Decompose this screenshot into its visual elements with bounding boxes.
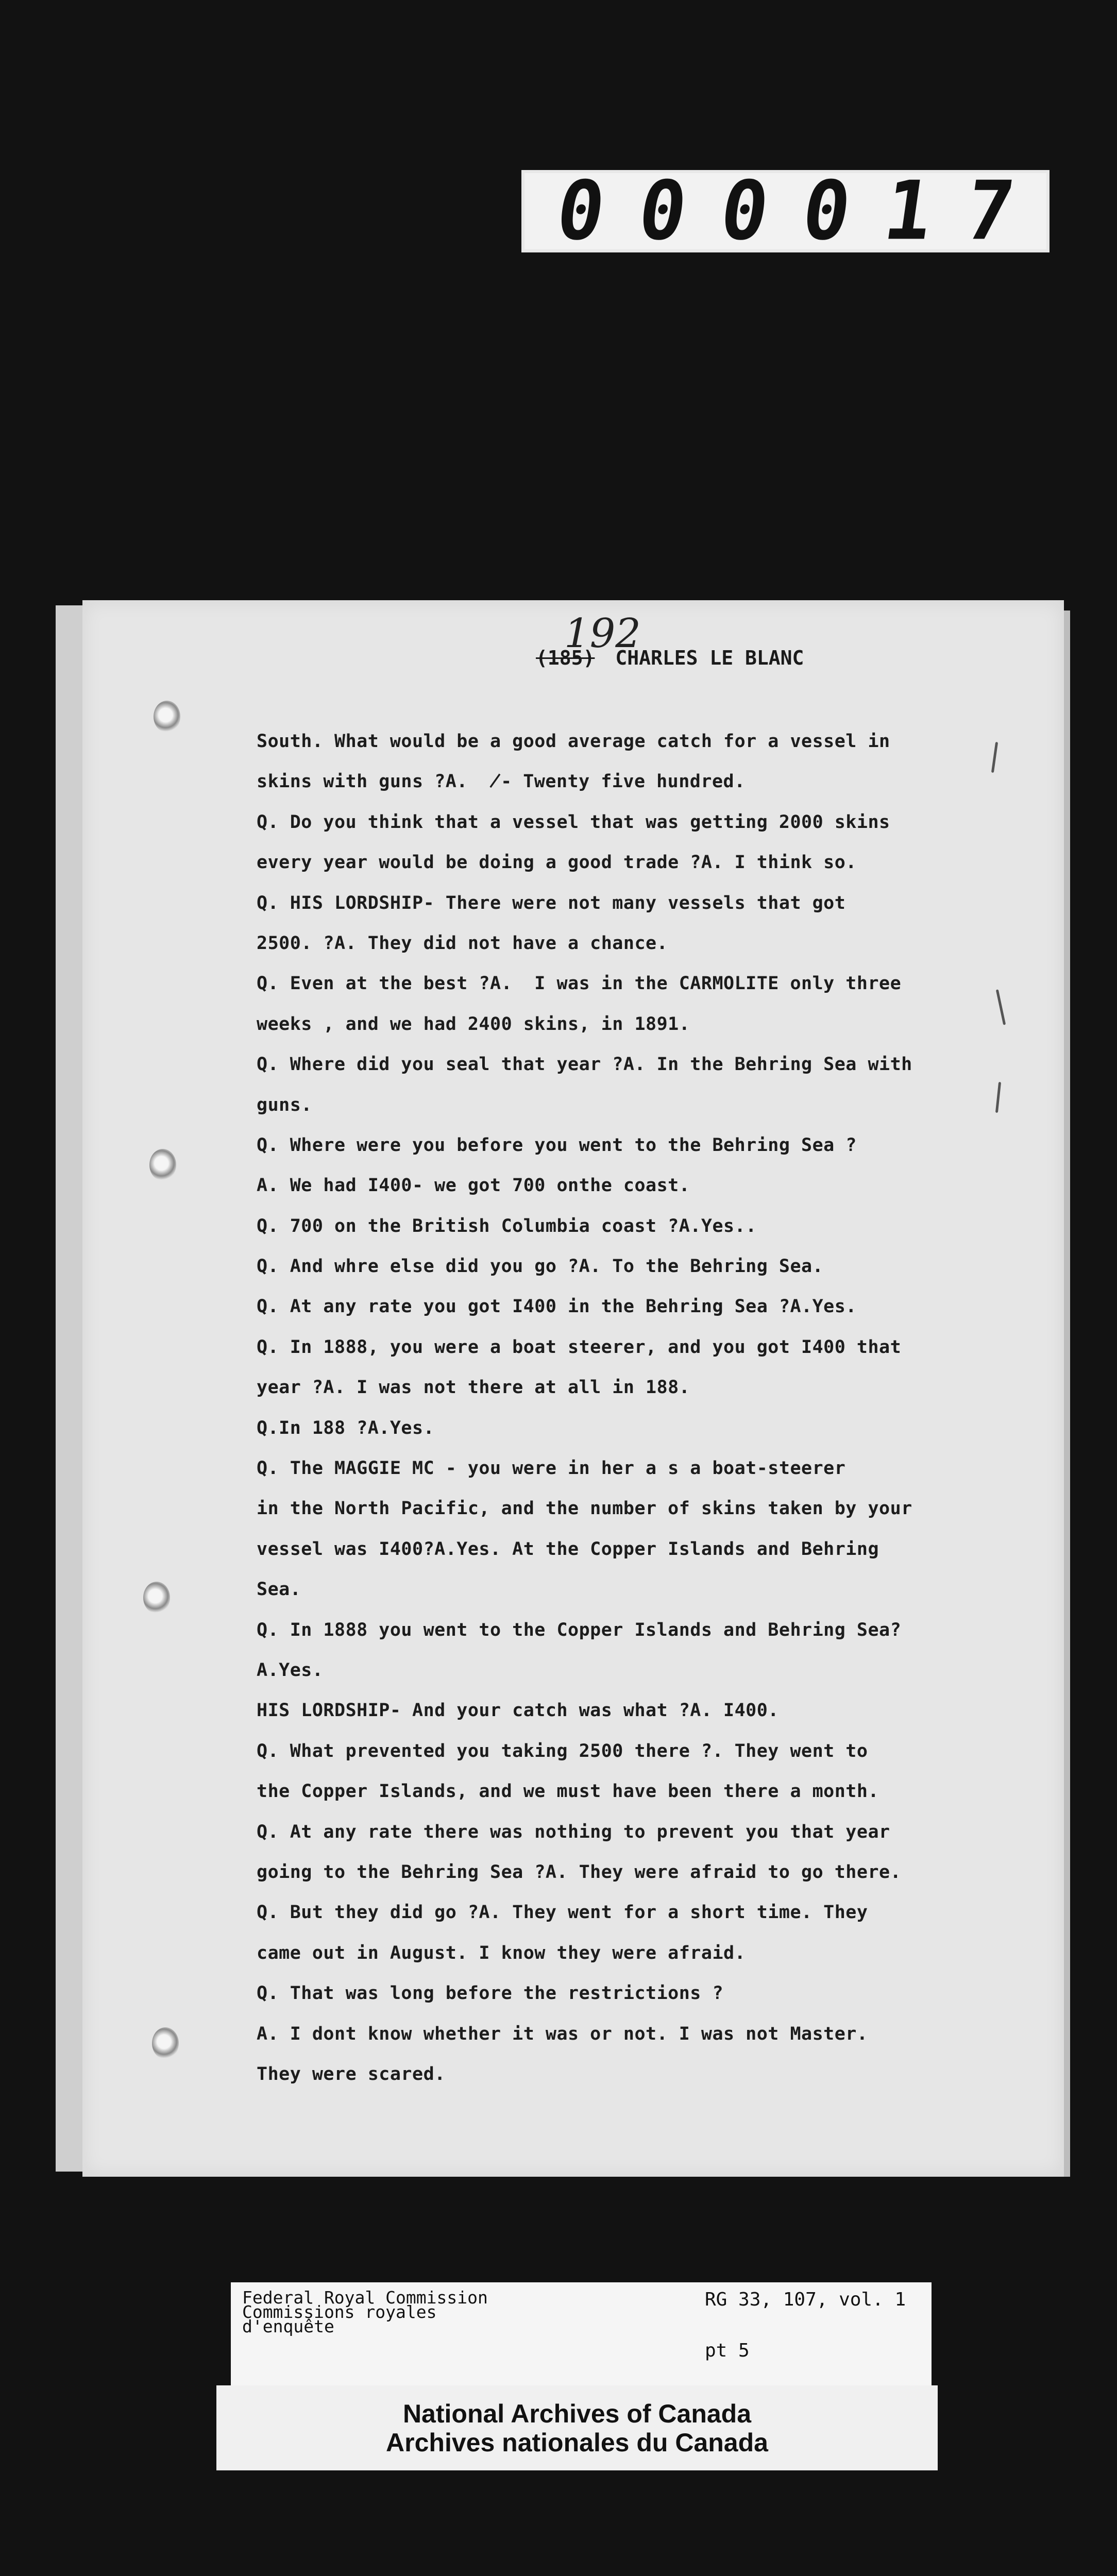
text-line: Q.In 188 ?A.Yes. [257, 1417, 435, 1438]
text-line: the Copper Islands, and we must have been there a month. [257, 1781, 879, 1802]
text-line: Q. In 1888 you went to the Copper Islands and Behring Sea? [257, 1619, 902, 1640]
text-line: 2500. ?A. They did not have a chance. [257, 933, 668, 954]
text-line: came out in August. I know they were afraid. [257, 1942, 746, 1963]
commission-line: d'enquête [242, 2316, 334, 2336]
testimony-text [257, 721, 1014, 2094]
frame-digit: 7 [960, 164, 1020, 259]
text-line: Q. At any rate there was nothing to prevent you that year [257, 1821, 890, 1842]
text-line: Sea. [257, 1579, 301, 1600]
page-edge [56, 605, 84, 2172]
text-line: guns. [257, 1094, 312, 1115]
text-line: South. What would be a good average catch for a vessel in [257, 731, 890, 752]
text-line: Q. HIS LORDSHIP- There were not many vessels that got [257, 892, 846, 913]
text-line: every year would be doing a good trade ?A. I think so. [257, 852, 857, 873]
text-line: Q. 700 on the British Columbia coast ?A.Yes.. [257, 1215, 757, 1236]
text-line: Q. Even at the best ?A. I was in the CARMOLITE only three [257, 973, 902, 994]
text-line: year ?A. I was not there at all in 188. [257, 1377, 690, 1398]
text-line: Q. Where were you before you went to the Behring Sea ? [257, 1134, 857, 1156]
punch-hole [149, 1149, 176, 1181]
witness-name: CHARLES LE BLANC [615, 647, 804, 669]
archives-name-english: National Archives of Canada [402, 2399, 752, 2428]
text-line: Q. The MAGGIE MC - you were in her a s a boat-steerer [257, 1458, 846, 1479]
struck-page-number: (185) [536, 647, 595, 669]
text-line: Q. That was long before the restrictions ? [257, 1983, 724, 2004]
national-archives-card [216, 2385, 938, 2470]
page-edge [1064, 611, 1070, 2177]
frame-digit: 0 [633, 164, 693, 259]
text-line: Q. Do you think that a vessel that was getting 2000 skins [257, 811, 890, 833]
punch-hole [143, 1582, 170, 1614]
frame-digit: 0 [796, 164, 856, 259]
punch-hole [154, 701, 180, 733]
frame-digit: 1 [878, 164, 938, 259]
page-header [536, 647, 804, 669]
text-line: A.Yes. [257, 1659, 324, 1681]
text-line: in the North Pacific, and the number of skins taken by your [257, 1498, 912, 1519]
frame-digit: 0 [715, 164, 775, 259]
text-line: Q. Where did you seal that year ?A. In the Behring Sea with [257, 1054, 912, 1075]
record-group-reference: RG 33, 107, vol. 1 [705, 2289, 906, 2310]
commission-line: Commissions royales [242, 2302, 437, 2322]
text-line: weeks , and we had 2400 skins, in 1891. [257, 1013, 690, 1035]
text-line: skins with guns ?A. ̸- Twenty five hundred. [257, 771, 746, 792]
text-line: Q. But they did go ?A. They went for a short time. They [257, 1902, 868, 1923]
text-line: going to the Behring Sea ?A. They were afraid to go there. [257, 1861, 902, 1883]
part-number: pt 5 [705, 2340, 750, 2361]
text-line: A. We had I400- we got 700 onthe coast. [257, 1175, 690, 1196]
frame-digit: 0 [551, 164, 611, 259]
text-line: Q. In 1888, you were a boat steerer, and you got I400 that [257, 1336, 902, 1358]
text-line: Q. What prevented you taking 2500 there ?. They went to [257, 1740, 868, 1761]
handwritten-page-number: 192 [564, 611, 641, 657]
text-line: HIS LORDSHIP- And your catch was what ?A. I400. [257, 1700, 779, 1721]
text-line: A. I dont know whether it was or not. I was not Master. [257, 2023, 868, 2044]
text-line: Q. At any rate you got I400 in the Behring Sea ?A.Yes. [257, 1296, 857, 1317]
frame-number-strip [521, 164, 1050, 259]
text-line: vessel was I400?A.Yes. At the Copper Islands and Behring [257, 1538, 879, 1560]
archives-name-french: Archives nationales du Canada [386, 2428, 768, 2457]
text-line: Q. And whre else did you go ?A. To the Behring Sea. [257, 1256, 824, 1277]
commission-line: Federal Royal Commission [242, 2287, 488, 2308]
commission-name [242, 2287, 488, 2336]
text-line: They were scared. [257, 2063, 446, 2084]
archive-label-card [231, 2282, 932, 2385]
punch-hole [152, 2027, 179, 2059]
